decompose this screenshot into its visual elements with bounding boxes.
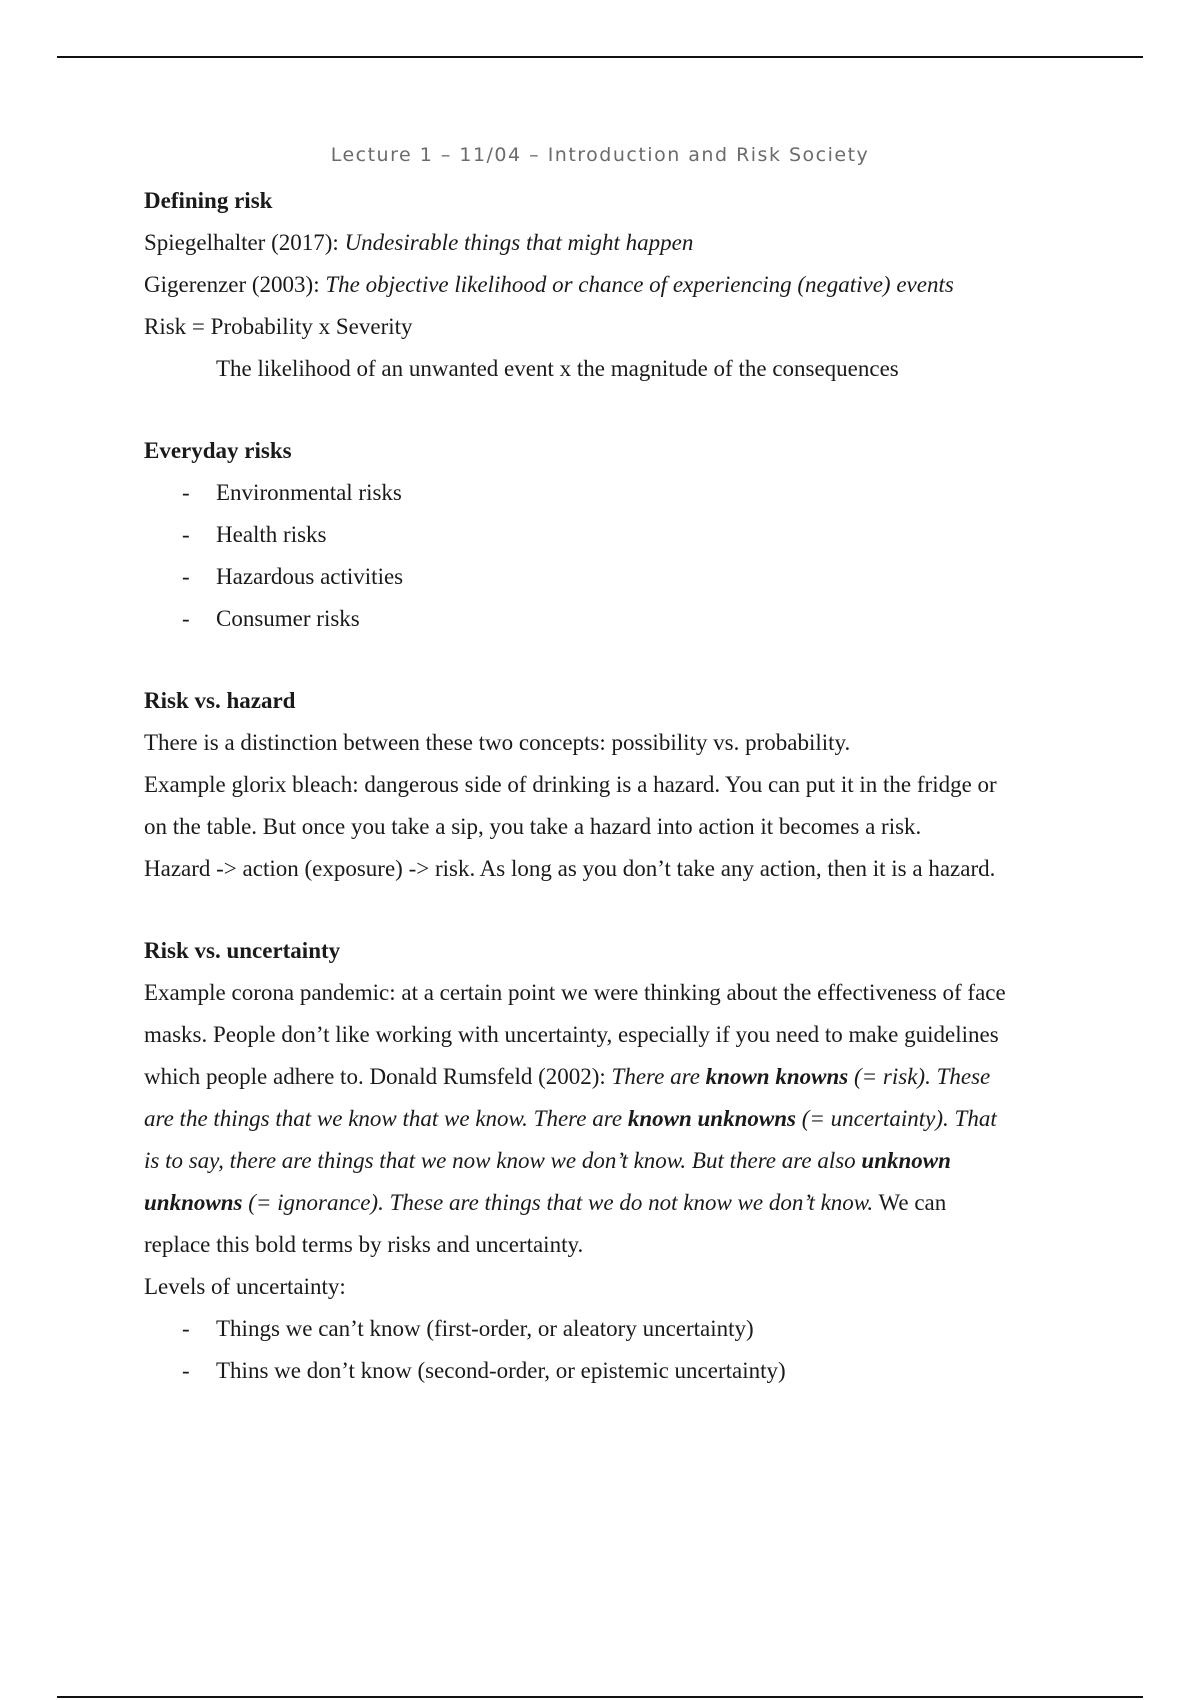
definition-text: The objective likelihood or chance of experiencing (negative) events [325,272,954,297]
paragraph-line: There is a distinction between these two concepts: possibility vs. probability. [144,730,851,755]
bold-term: known knowns [705,1064,849,1089]
quote-text [144,1148,951,1173]
definition-text: Undesirable things that might happen [344,230,694,255]
paragraph-line: Example corona pandemic: at a certain point we were thinking about the effectiveness of face [144,980,1006,1005]
paragraph-line: replace this bold terms by risks and uncertainty. [144,1232,584,1257]
quote-text [144,1106,997,1131]
paragraph-line [144,1182,1064,1224]
text-run: is to say, there are things that we now know we don’t know. But there are also [144,1148,862,1173]
bottom-rule [57,1696,1143,1698]
list-item [144,514,1064,556]
list-item [144,1308,1064,1350]
dash-bullet: - [182,1316,190,1341]
bold-term: unknowns [144,1190,243,1215]
citation: Gigerenzer (2003): [144,272,326,297]
dash-bullet: - [182,480,190,505]
dash-bullet: - [182,1358,190,1383]
list-item-text: Health risks [216,522,327,547]
bold-term: known unknowns [627,1106,796,1131]
definition-gigerenzer [144,264,1064,306]
section-heading-risk-vs-hazard: Risk vs. hazard [144,688,296,713]
list-item-text: Things we can’t know (first-order, or aleatory uncertainty) [216,1316,754,1341]
risk-formula-explanation: The likelihood of an unwanted event x the magnitude of the consequences [216,356,899,381]
levels-label: Levels of uncertainty: [144,1274,346,1299]
dash-bullet: - [182,522,190,547]
list-item-text: Consumer risks [216,606,360,631]
list-item [144,1350,1064,1392]
paragraph-line: Hazard -> action (exposure) -> risk. As long as you don’t take any action, then it is a hazard. [144,856,996,881]
document-body [144,180,1064,1392]
list-item [144,556,1064,598]
paragraph-line [144,1140,1064,1182]
paragraph-line: Example glorix bleach: dangerous side of drinking is a hazard. You can put it in the fridge or [144,772,997,797]
text-run: which people adhere to. Donald Rumsfeld (2002): [144,1064,612,1089]
top-rule [57,56,1143,58]
paragraph-line: on the table. But once you take a sip, you take a hazard into action it becomes a risk. [144,814,922,839]
text-run: (= ignorance). These are things that we do not know we don’t know. [242,1190,874,1215]
paragraph-line [144,1056,1064,1098]
text-run: We can [873,1190,947,1215]
list-item [144,472,1064,514]
quote-text [144,1190,873,1215]
paragraph-line [144,1098,1064,1140]
list-item [144,598,1064,640]
text-run: are the things that we know that we know. There are [144,1106,628,1131]
text-run: (= risk). These [848,1064,991,1089]
definition-spiegelhalter [144,222,1064,264]
page-header: Lecture 1 – 11/04 – Introduction and Risk Society [330,144,870,166]
paragraph-line: masks. People don’t like working with uncertainty, especially if you need to make guidelines [144,1022,999,1047]
bold-term: unknown [861,1148,951,1173]
text-run: (= uncertainty). That [795,1106,997,1131]
quote-text [612,1064,991,1089]
section-heading-everyday-risks: Everyday risks [144,438,292,463]
citation: Spiegelhalter (2017): [144,230,345,255]
section-heading-defining-risk: Defining risk [144,188,273,213]
list-item-text: Thins we don’t know (second-order, or epistemic uncertainty) [216,1358,786,1383]
list-item-text: Environmental risks [216,480,402,505]
list-item-text: Hazardous activities [216,564,404,589]
dash-bullet: - [182,564,190,589]
risk-formula: Risk = Probability x Severity [144,314,413,339]
text-run: There are [611,1064,706,1089]
dash-bullet: - [182,606,190,631]
section-heading-risk-vs-uncertainty: Risk vs. uncertainty [144,938,341,963]
